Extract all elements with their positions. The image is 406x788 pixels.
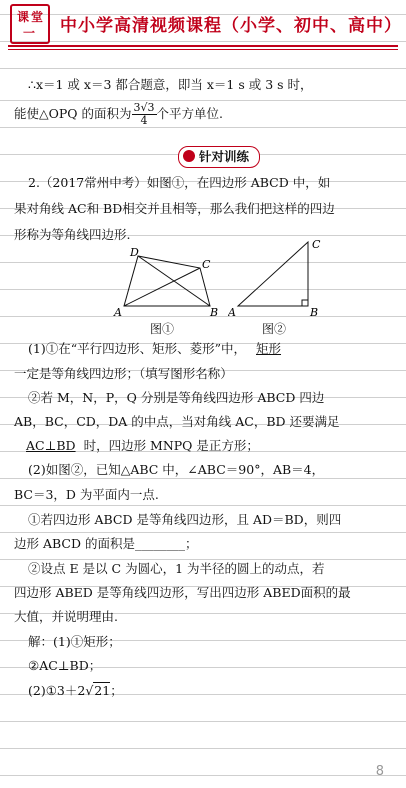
fraction-numerator: 3√3: [133, 101, 155, 114]
header-title: 中小学高清视频课程（小学、初中、高中）: [60, 16, 402, 36]
fig1-label-a: A: [114, 306, 122, 319]
figure-2-right-triangle: [228, 236, 328, 320]
header-rule-top: [8, 45, 398, 47]
answer-3-radicand: 21: [94, 683, 111, 698]
solution-line-1: ∴x＝1 或 x＝3 都合题意，即当 x＝1 s 或 3 s 时，: [28, 77, 313, 92]
q2-line-2: BC＝3，D 为平面内一点.: [14, 487, 159, 502]
q1b-line-2: AB，BC，CD，DA 的中点，当对角线 AC，BD 还要满足: [14, 414, 340, 429]
answer-3-end: ；: [110, 683, 123, 698]
q1-line-1: [14, 340, 388, 358]
problem-line-3: 形称为等角线四边形.: [14, 227, 131, 242]
q2-line-1: (2)如图②，已知△ABC 中，∠ABC＝90°，AB＝4，: [28, 462, 325, 477]
q2b-line-3: 大值，并说明理由.: [14, 609, 118, 624]
fig2-label-a: A: [228, 306, 236, 319]
badge-dot-icon: [183, 150, 195, 162]
q1b-line-3: [14, 437, 388, 455]
logo-mark: [12, 6, 48, 42]
q2b-line-2: 四边形 ABED 是等角线四边形，写出四边形 ABED面积的最: [14, 585, 351, 600]
page-number: 8: [375, 764, 384, 779]
sqrt-sign-icon: √: [85, 683, 94, 698]
fig2-label-b: B: [310, 306, 319, 319]
fraction-denominator: 4: [140, 114, 148, 127]
q1b-text: 时，四边形 MNPQ 是正方形；: [83, 438, 259, 453]
q2a-line-1: ①若四边形 ABCD 是等角线四边形，且 AD＝BD，则四: [28, 512, 342, 527]
problem-line-2: 果对角线 AC和 BD相交并且相等，那么我们把这样的四边: [14, 201, 335, 216]
q2a-line-2: [14, 535, 388, 553]
q1-answer-blank: 矩形: [256, 341, 282, 356]
q2b-line-1: ②设点 E 是以 C 为圆心，1 为半径的圆上的动点，若: [28, 561, 325, 576]
svg-text:课: 课: [17, 10, 30, 24]
svg-text:一: 一: [23, 26, 36, 40]
answer-3-prefix: (2)①3＋2: [28, 683, 86, 698]
area-fraction: [132, 102, 157, 127]
solution-answer-3: [14, 682, 388, 700]
fig2-label-c: C: [312, 238, 321, 251]
q2a-end: ；: [184, 536, 198, 551]
q2a-text: 边形 ABCD 的面积是: [14, 536, 135, 551]
fig1-label-c: C: [202, 258, 211, 271]
badge-label: 针对训练: [199, 149, 250, 164]
q1-text: (1)①在“平行四边形、矩形、菱形”中，: [28, 341, 246, 356]
solution-line-2: [14, 102, 388, 127]
fig1-label-d: D: [130, 246, 139, 259]
header-rule-bottom: [8, 49, 398, 50]
course-logo: [10, 4, 50, 44]
area-text: 能使△OPQ 的面积为: [14, 106, 132, 121]
figure-2-caption: 图②: [262, 322, 287, 336]
solution-answer-2: ②AC⊥BD；: [28, 658, 102, 673]
q1-line-2: 一定是等角线四边形；（填写图形名称）: [14, 366, 233, 381]
svg-text:堂: 堂: [31, 10, 44, 24]
fig1-label-b: B: [210, 306, 219, 319]
area-unit-text: 个平方单位.: [156, 106, 223, 121]
problem-line-1: 2.（2017常州中考）如图①，在四边形 ABCD 中，如: [28, 175, 331, 190]
q2a-blank: ________: [134, 536, 185, 551]
solution-answer-1: 解：(1)①矩形；: [28, 634, 121, 649]
q1b-line-1: ②若 M，N，P，Q 分别是等角线四边形 ABCD 四边: [28, 390, 325, 405]
figure-1-quadrilateral: [112, 236, 222, 320]
practice-badge: [178, 146, 260, 168]
figure-1-caption: 图①: [150, 322, 175, 336]
q1b-answer-blank: AC⊥BD: [26, 438, 76, 453]
